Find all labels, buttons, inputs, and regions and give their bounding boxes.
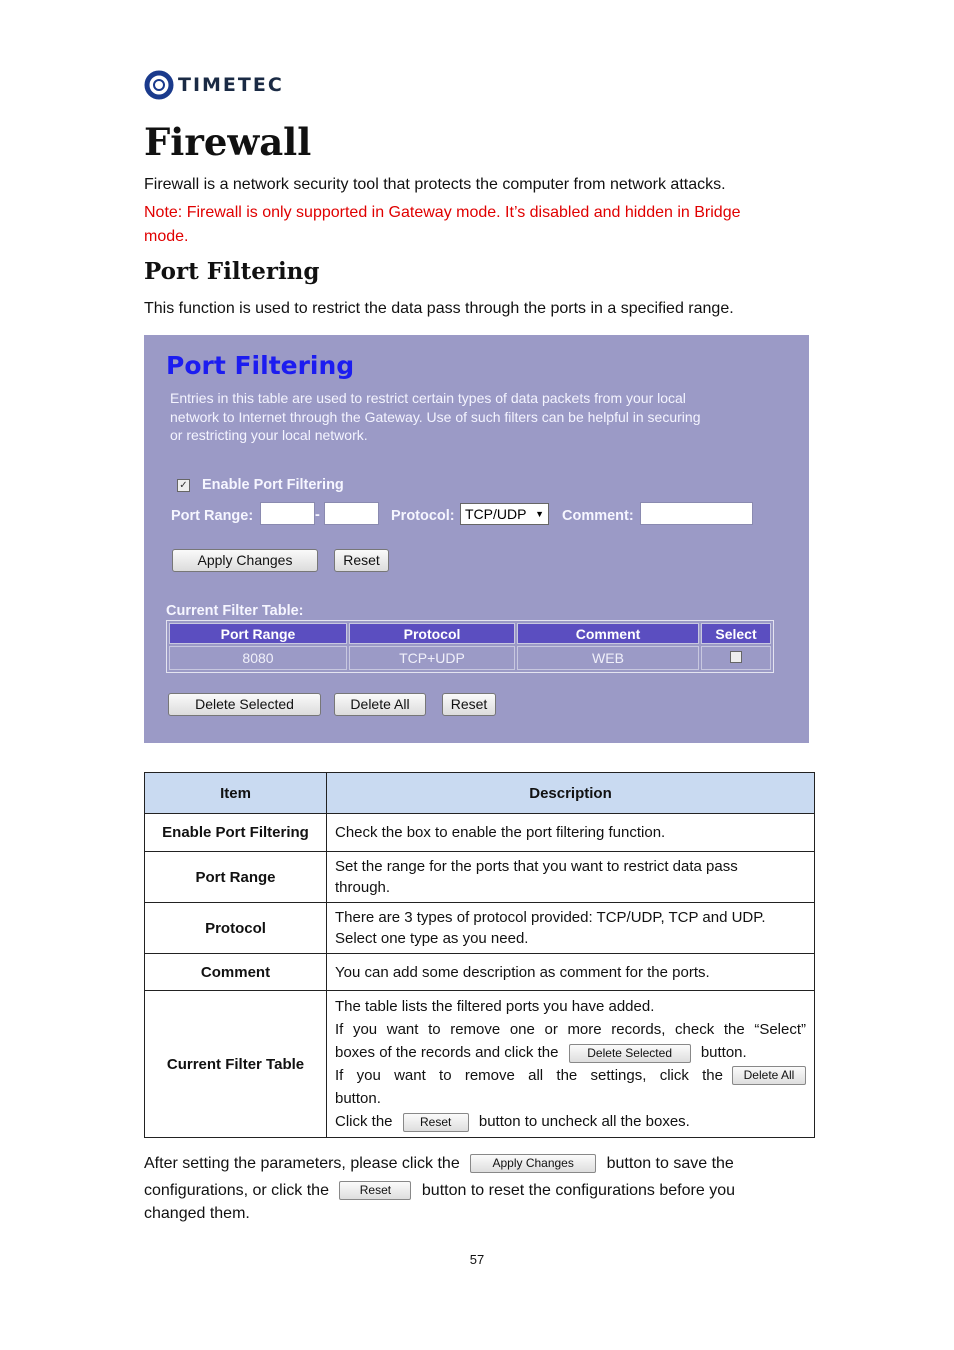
desc-line: button. <box>335 1090 381 1107</box>
table-row <box>145 954 815 991</box>
outro-line <box>144 1177 824 1204</box>
apply-changes-button[interactable]: Apply Changes <box>172 549 318 572</box>
item-cell: Comment <box>145 954 327 991</box>
delete-all-inline-button: Delete All <box>732 1066 806 1085</box>
desc-text: If you want to remove all the settings, click the <box>335 1067 723 1084</box>
port-range-end-input[interactable] <box>324 502 379 525</box>
outro-text: button to save the <box>606 1155 734 1172</box>
desc-line: Select one type as you need. <box>335 930 529 947</box>
item-cell: Port Range <box>145 852 327 903</box>
desc-line: network to Internet through the Gateway. Use of such filters can be helpful in securing <box>170 408 701 425</box>
table-row <box>145 903 815 954</box>
description-cell <box>327 903 815 954</box>
current-filter-table <box>166 620 774 673</box>
reset-button[interactable]: Reset <box>334 549 389 572</box>
column-header: Select <box>701 623 771 644</box>
outro-text: After setting the parameters, please click the <box>144 1155 460 1172</box>
protocol-select[interactable] <box>460 503 549 525</box>
desc-text: button to uncheck all the boxes. <box>478 1113 690 1130</box>
item-header: Item <box>145 773 327 814</box>
outro-paragraph <box>144 1150 824 1224</box>
port-range-label: Port Range: <box>171 508 254 524</box>
table-row <box>145 814 815 852</box>
column-header: Comment <box>517 623 699 644</box>
description-cell: You can add some description as comment for the ports. <box>327 954 815 991</box>
delete-selected-inline-button: Delete Selected <box>569 1044 691 1063</box>
chevron-down-icon: ▼ <box>535 509 544 519</box>
column-header: Port Range <box>169 623 347 644</box>
desc-line: The table lists the filtered ports you have added. <box>335 998 655 1015</box>
section-description: This function is used to restrict the data pass through the ports in a specified range. <box>144 300 734 317</box>
comment-label: Comment: <box>562 508 634 524</box>
screenshot-description <box>170 389 750 445</box>
enable-port-filtering-label: Enable Port Filtering <box>202 477 344 493</box>
table-row <box>145 852 815 903</box>
description-cell <box>327 852 815 903</box>
desc-text: button. <box>700 1044 747 1061</box>
reset-inline-button: Reset <box>403 1113 469 1132</box>
outro-text: button to reset the configurations before you <box>421 1182 735 1199</box>
item-cell: Enable Port Filtering <box>145 814 327 852</box>
enable-port-filtering-checkbox[interactable]: ✓ <box>177 479 190 492</box>
table-row <box>145 991 815 1138</box>
section-title: Port Filtering <box>144 258 320 285</box>
port-range-cell: 8080 <box>169 646 347 670</box>
desc-line: Set the range for the ports that you want to restrict data pass <box>335 858 738 875</box>
outro-text: configurations, or click the <box>144 1182 329 1199</box>
logo-text: TIMETEC <box>178 74 284 96</box>
row-select-checkbox[interactable] <box>730 651 742 663</box>
desc-line <box>335 1064 806 1087</box>
note-line-1: Note: Firewall is only supported in Gateway mode. It’s disabled and hidden in Bridge <box>144 204 741 221</box>
description-header: Description <box>327 773 815 814</box>
desc-line: or restricting your local network. <box>170 427 368 443</box>
desc-text: boxes of the records and click the <box>335 1044 559 1061</box>
description-cell: Check the box to enable the port filtering function. <box>327 814 815 852</box>
desc-text: Click the <box>335 1113 393 1130</box>
comment-input[interactable] <box>640 502 753 525</box>
desc-line <box>335 1110 806 1133</box>
outro-line: changed them. <box>144 1205 250 1222</box>
delete-selected-button[interactable]: Delete Selected <box>168 693 321 716</box>
desc-line: Entries in this table are used to restrict certain types of data packets from your local <box>170 390 686 406</box>
table-row <box>169 646 771 670</box>
item-cell: Protocol <box>145 903 327 954</box>
reset-button-2[interactable]: Reset <box>442 693 496 716</box>
timetec-logo <box>144 70 284 100</box>
desc-line: through. <box>335 879 391 896</box>
outro-line <box>144 1150 824 1177</box>
desc-line: There are 3 types of protocol provided: TCP/UDP, TCP and UDP. <box>335 909 766 926</box>
protocol-value: TCP/UDP <box>465 506 527 522</box>
screenshot-title: Port Filtering <box>166 351 355 380</box>
protocol-label: Protocol: <box>391 508 455 524</box>
column-header: Protocol <box>349 623 515 644</box>
select-cell <box>701 646 771 670</box>
current-filter-table-label: Current Filter Table: <box>166 603 304 619</box>
description-cell <box>327 991 815 1138</box>
item-cell: Current Filter Table <box>145 991 327 1138</box>
intro-text: Firewall is a network security tool that protects the computer from network attacks. <box>144 176 726 193</box>
page-title: Firewall <box>144 120 312 164</box>
note-line-2: mode. <box>144 228 189 245</box>
page-number: 57 <box>469 1252 485 1267</box>
comment-cell: WEB <box>517 646 699 670</box>
reset-inline-button-2: Reset <box>339 1181 411 1200</box>
port-range-start-input[interactable] <box>260 502 315 525</box>
port-filtering-screenshot <box>144 335 809 743</box>
apply-changes-inline-button: Apply Changes <box>470 1154 596 1173</box>
description-table <box>144 772 815 1138</box>
delete-all-button[interactable]: Delete All <box>334 693 426 716</box>
desc-line <box>335 1041 806 1064</box>
protocol-cell: TCP+UDP <box>349 646 515 670</box>
desc-line: If you want to remove one or more records, check the “Select” <box>335 1021 806 1038</box>
logo-ring-icon <box>144 70 174 100</box>
port-range-dash: - <box>315 507 320 523</box>
